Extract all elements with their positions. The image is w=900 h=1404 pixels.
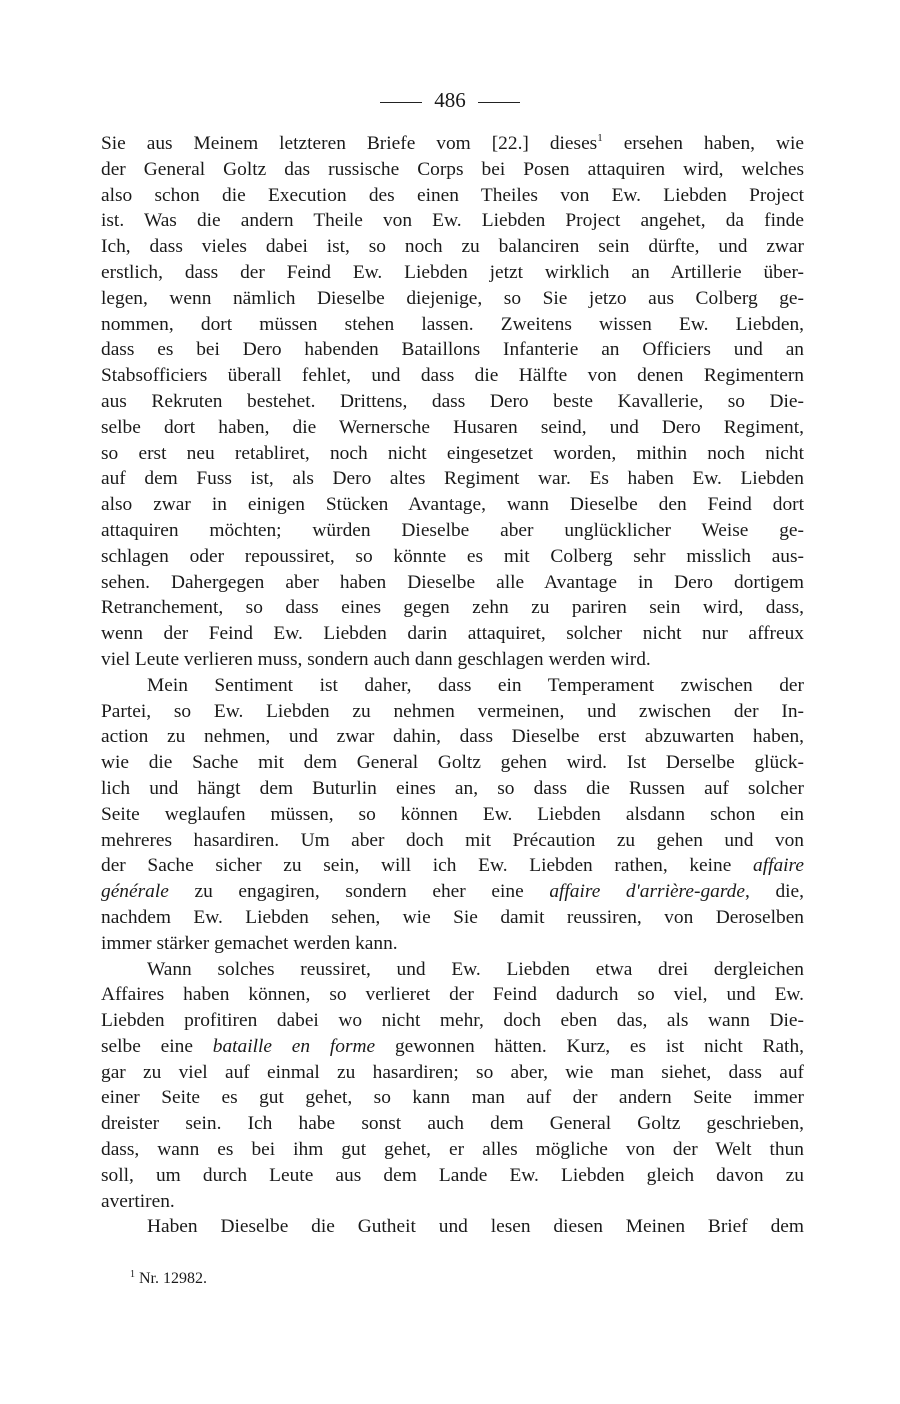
line-text: Mein Sentiment ist daher, dass ein Temperament zwischen der: [147, 674, 804, 696]
line-text: Liebden profitiren dabei wo nicht mehr, doch eben das, als wann Die-: [101, 1010, 804, 1032]
text-line: [101, 1085, 804, 1111]
text-line: [101, 1163, 804, 1189]
line-text: gewonnen hätten. Kurz, es ist nicht Rath,: [375, 1035, 804, 1057]
line-text: auf dem Fuss ist, als Dero altes Regiment war. Es haben Ew. Liebden: [101, 468, 804, 490]
text-line: [101, 905, 804, 931]
text-line: [101, 415, 804, 441]
line-text: dreister sein. Ich habe sonst auch dem General Goltz geschrieben,: [101, 1113, 804, 1135]
line-text: der Sache sicher zu sein, will ich Ew. Liebden rathen, keine: [101, 855, 753, 877]
text-line: [101, 544, 804, 570]
header-dash-left: [380, 102, 422, 103]
line-text: Stabsofficiers überall fehlet, und dass die Hälfte von denen Regimentern: [101, 365, 804, 387]
text-line: [101, 776, 804, 802]
line-text: Wann solches reussiret, und Ew. Liebden etwa drei dergleichen: [147, 958, 804, 980]
line-text: legen, wenn nämlich Dieselbe diejenige, so Sie jetzo aus Colberg ge-: [101, 287, 804, 309]
text-line: [101, 570, 804, 596]
line-text: soll, um durch Leute aus dem Lande Ew. Liebden gleich davon zu: [101, 1164, 804, 1186]
line-text: Partei, so Ew. Liebden zu nehmen vermeinen, und zwischen der In-: [101, 700, 804, 722]
text-line: [101, 183, 804, 209]
text-line: [101, 699, 804, 725]
line-text: avertiren.: [101, 1190, 175, 1212]
footnote-mark: 1: [130, 1269, 135, 1280]
text-line: [101, 1060, 804, 1086]
line-text: erstlich, dass der Feind Ew. Liebden jetzt wirklich an Artillerie über-: [101, 261, 804, 283]
line-text: Affaires haben können, so verlieret der Feind dadurch so viel, und Ew.: [101, 984, 804, 1006]
line-text: nommen, dort müssen stehen lassen. Zweitens wissen Ew. Liebden,: [101, 313, 804, 335]
text-line: [101, 208, 804, 234]
text-line: [101, 724, 804, 750]
line-text: ist. Was die andern Theile von Ew. Liebden Project angehet, da finde: [101, 210, 804, 232]
header-dash-right: [478, 102, 520, 103]
text-line: [101, 595, 804, 621]
line-text: sehen. Dahergegen aber haben Dieselbe alle Avantage in Dero dortigem: [101, 571, 804, 593]
line-text: der General Goltz das russische Corps bei Posen attaquiren wird, welches: [101, 158, 804, 180]
text-line: [101, 441, 804, 467]
line-text: gar zu viel auf einmal zu hasardiren; so aber, wie man siehet, dass auf: [101, 1061, 804, 1083]
text-line: [101, 157, 804, 183]
line-text: wenn der Feind Ew. Liebden darin attaquiret, solcher nicht nur affreux: [101, 623, 804, 645]
text-line: [101, 879, 804, 905]
text-line: [101, 234, 804, 260]
line-text: dass, wann es bei ihm gut gehet, er alles mögliche von der Welt thun: [101, 1139, 804, 1161]
line-text: einer Seite es gut gehet, so kann man auf der andern Seite immer: [101, 1087, 804, 1109]
text-line: [101, 957, 804, 983]
text-line: [101, 518, 804, 544]
page-number: 486: [434, 88, 466, 112]
text-line: [101, 673, 804, 699]
line-text: Sie aus Meinem letzteren Briefe vom [22.] dieses: [101, 133, 598, 154]
page-header: [0, 86, 900, 114]
footnote-reference: 1: [597, 132, 603, 144]
text-line: [101, 1137, 804, 1163]
text-line: [101, 750, 804, 776]
line-text: zu engagiren, sondern eher eine: [168, 881, 550, 903]
line-text: aus Rekruten bestehet. Drittens, dass Dero beste Kavallerie, so Die-: [101, 390, 804, 412]
text-line: [101, 982, 804, 1008]
footnote-text: Nr. 12982.: [139, 1270, 207, 1287]
text-line: [101, 260, 804, 286]
line-text: lich und hängt dem Buturlin eines an, so dass die Russen auf solcher: [101, 777, 804, 799]
line-text: attaquiren möchten; würden Dieselbe aber unglücklicher Weise ge-: [101, 519, 804, 541]
text-line: [101, 853, 804, 879]
body-text: [101, 131, 804, 1240]
line-text: mehreres hasardiren. Um aber doch mit Précaution zu gehen und von: [101, 829, 804, 851]
footnote: [130, 1268, 207, 1290]
italic-phrase: bataille en forme: [212, 1035, 376, 1057]
text-line: [101, 312, 804, 338]
italic-phrase: affaire: [753, 855, 804, 877]
italic-phrase: affaire d'arrière-garde: [549, 881, 745, 903]
text-line: [101, 337, 804, 363]
line-text: wie die Sache mit dem General Goltz gehen wird. Ist Derselbe glück-: [101, 752, 804, 774]
text-line: [101, 828, 804, 854]
line-text: also schon die Execution des einen Theiles von Ew. Liebden Project: [101, 184, 804, 206]
text-line: [101, 492, 804, 518]
text-line: [101, 131, 804, 157]
line-text: so erst neu retabliret, noch nicht eingesetzet worden, mithin noch nicht: [101, 442, 804, 464]
line-text: , die,: [744, 881, 804, 903]
line-text: viel Leute verlieren muss, sondern auch dann geschlagen werden wird.: [101, 648, 651, 670]
line-text: ersehen haben, wie: [602, 133, 804, 154]
line-text: nachdem Ew. Liebden sehen, wie Sie damit reussiren, von Deroselben: [101, 906, 804, 928]
line-text: selbe eine: [101, 1035, 213, 1057]
line-text: selbe dort haben, die Wernersche Husaren seind, und Dero Regiment,: [101, 416, 804, 438]
text-line: [101, 1008, 804, 1034]
text-line: [101, 286, 804, 312]
line-text: also zwar in einigen Stücken Avantage, wann Dieselbe den Feind dort: [101, 494, 804, 516]
text-line: [101, 1189, 804, 1215]
line-text: Ich, dass vieles dabei ist, so noch zu balanciren sein dürfte, und zwar: [101, 236, 804, 258]
line-text: Seite weglaufen müssen, so können Ew. Liebden alsdann schon ein: [101, 803, 804, 825]
line-text: schlagen oder repoussiret, so könnte es mit Colberg sehr misslich aus-: [101, 545, 804, 567]
line-text: action zu nehmen, und zwar dahin, dass Dieselbe erst abzuwarten haben,: [101, 726, 804, 748]
text-line: [101, 466, 804, 492]
italic-phrase: générale: [101, 881, 169, 903]
text-line: [101, 389, 804, 415]
line-text: Haben Dieselbe die Gutheit und lesen diesen Meinen Brief dem: [147, 1216, 804, 1238]
text-line: [101, 1214, 804, 1240]
text-line: [101, 931, 804, 957]
line-text: immer stärker gemachet werden kann.: [101, 932, 398, 954]
text-line: [101, 363, 804, 389]
text-line: [101, 802, 804, 828]
line-text: Retranchement, so dass eines gegen zehn zu pariren sein wird, dass,: [101, 597, 804, 619]
line-text: dass es bei Dero habenden Bataillons Infanterie an Officiers und an: [101, 339, 804, 361]
text-line: [101, 1111, 804, 1137]
text-line: [101, 621, 804, 647]
text-line: [101, 1034, 804, 1060]
text-line: [101, 647, 804, 673]
